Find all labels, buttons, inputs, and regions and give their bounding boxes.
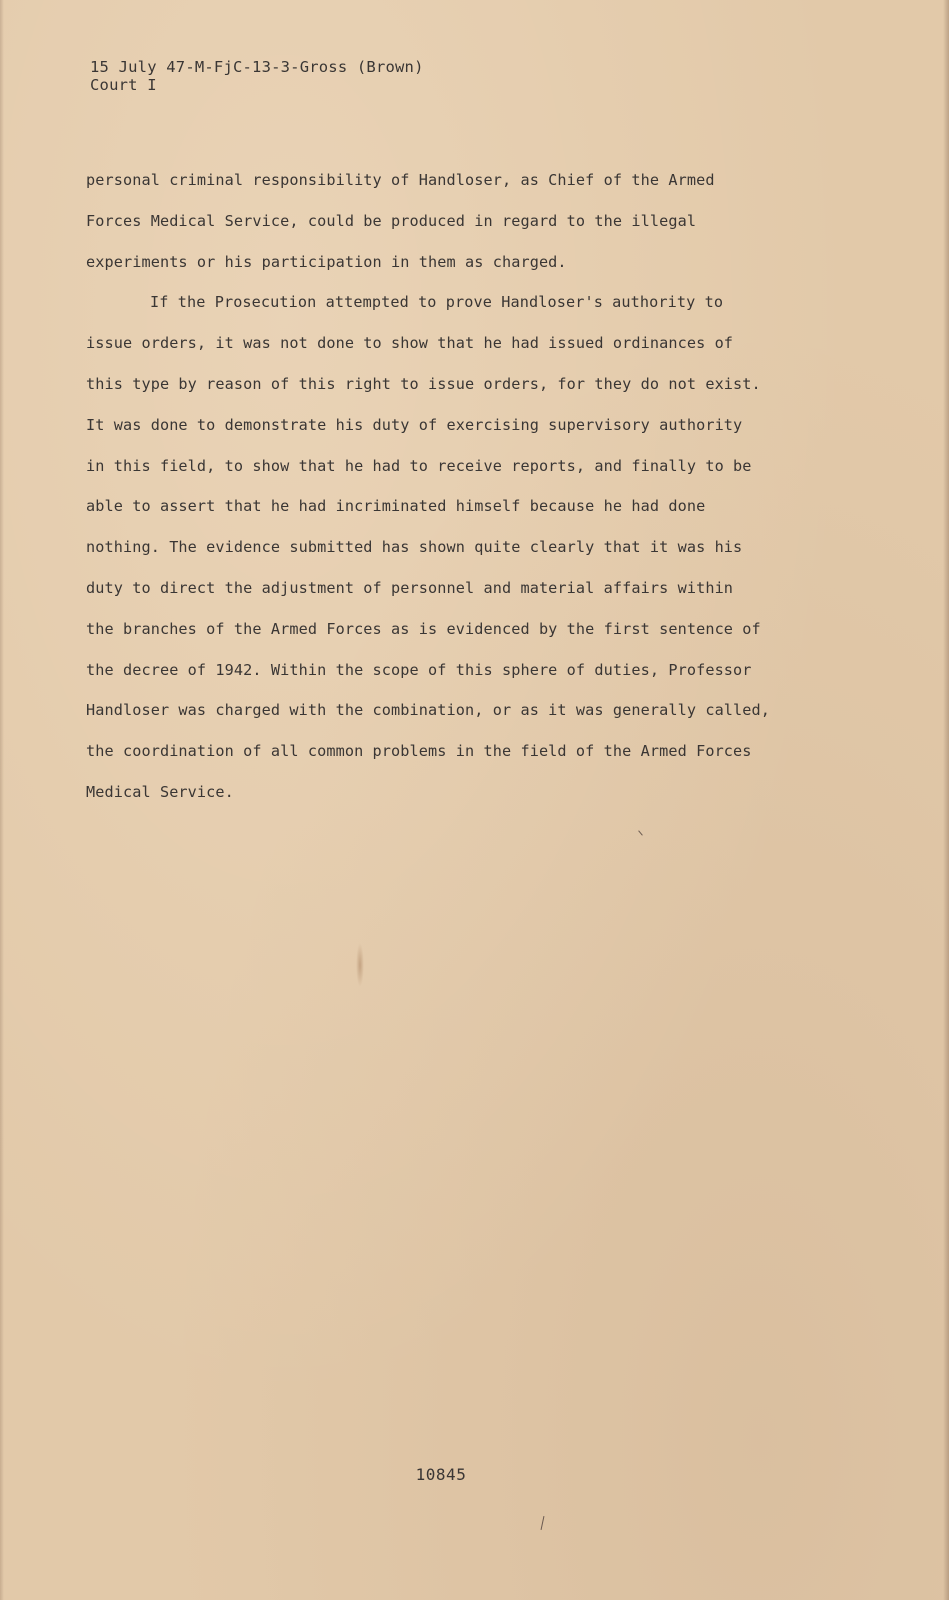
body-line: Medical Service. [86, 782, 234, 801]
paper-speck [638, 830, 643, 835]
transcript-body [86, 160, 826, 813]
body-line: It was done to demonstrate his duty of exercising supervisory authority [86, 415, 743, 434]
body-line: Handloser was charged with the combination, or as it was generally called, [86, 701, 771, 720]
body-line: this type by reason of this right to issue orders, for they do not exist. [86, 374, 761, 393]
page-right-edge [943, 0, 949, 1600]
pencil-mark [541, 1516, 545, 1530]
header-session-line: 15 July 47-M-FjC-13-3-Gross (Brown) [90, 58, 424, 76]
body-line: Forces Medical Service, could be produced in regard to the illegal [86, 211, 697, 230]
body-line: experiments or his participation in them as charged. [86, 252, 567, 271]
body-line: duty to direct the adjustment of personnel and material affairs within [86, 578, 734, 597]
body-line-paragraph-start: If the Prosecution attempted to prove Handloser's authority to [150, 293, 724, 312]
body-line: the branches of the Armed Forces as is evidenced by the first sentence of [86, 619, 761, 638]
body-line: nothing. The evidence submitted has shown quite clearly that it was his [86, 538, 743, 557]
body-line: able to assert that he had incriminated himself because he had done [86, 497, 706, 516]
body-line: in this field, to show that he had to receive reports, and finally to be [86, 456, 752, 475]
document-header [90, 58, 424, 94]
body-line: personal criminal responsibility of Handloser, as Chief of the Armed [86, 171, 715, 189]
body-line: the coordination of all common problems in the field of the Armed Forces [86, 742, 752, 761]
body-line: the decree of 1942. Within the scope of this sphere of duties, Professor [86, 660, 752, 679]
body-line: issue orders, it was not done to show that he had issued ordinances of [86, 334, 734, 353]
header-court-line: Court I [90, 76, 157, 94]
page-left-edge [0, 0, 4, 1600]
page-number: 10845 [415, 1465, 467, 1484]
paper-smudge [356, 943, 364, 987]
